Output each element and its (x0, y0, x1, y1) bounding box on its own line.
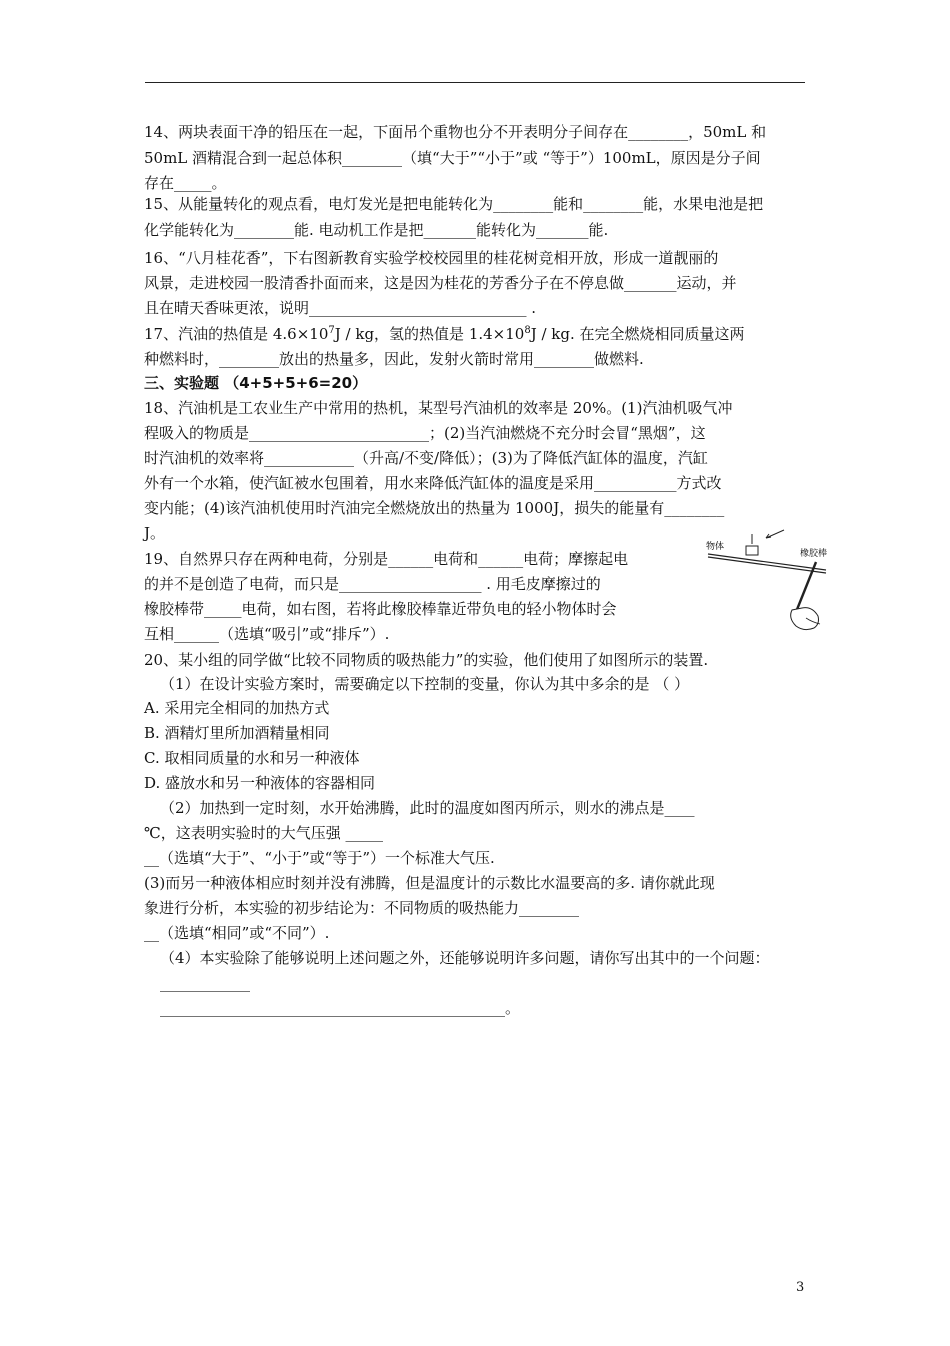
q14-line-1: 14、两块表面干净的铅压在一起，下面吊个重物也分不开表明分子间存在________，50mL 和 (144, 123, 767, 141)
hand-drawing (791, 608, 819, 630)
option-c: C. 取相同质量的水和另一种液体 (144, 749, 360, 767)
q19-line-1: 19、自然界只存在两种电荷，分别是______电荷和______电荷；摩擦起电 (144, 550, 629, 568)
q15-line-1: 15、从能量转化的观点看，电灯发光是把电能转化为________能和________能，水果电池是把 (144, 195, 764, 213)
header-rule (145, 82, 805, 83)
rubber-rod-figure (706, 526, 834, 636)
q20-line-1: 20、某小组的同学做“比较不同物质的吸热能力”的实验，他们使用了如图所示的装置. (144, 651, 709, 669)
q18-line-2: 程吸入的物质是________________________；(2)当汽油燃烧不充分时会冒“黑烟”，这 (144, 424, 706, 442)
q19-line-2: 的并不是创造了电荷，而只是___________________ . 用毛皮摩擦过的 (144, 575, 601, 593)
option-d: D. 盛放水和另一种液体的容器相同 (144, 774, 376, 792)
q17-line-2: 种燃料时，________放出的热量多，因此，发射火箭时常用________做燃料. (144, 350, 644, 368)
rod-diagram (706, 526, 834, 636)
q14-line-3: 存在_____。 (144, 174, 227, 192)
section-heading: 三、实验题 （4+5+5+6=20） (144, 374, 368, 392)
q20-part2-line-3: __（选填“大于”、“小于”或“等于”）一个标准大气压. (144, 849, 495, 867)
answer-blank-1: ____________ (160, 974, 250, 992)
q17-text-c: J / kg. 在完全燃烧相同质量这两 (530, 325, 745, 343)
q20-part3-line-1: (3)而另一种液体相应时刻并没有沸腾，但是温度计的示数比水温要高的多. 请你就此现 (144, 874, 715, 892)
hanging-rod (708, 557, 826, 573)
option-b: B. 酒精灯里所加酒精量相同 (144, 724, 330, 742)
q17-exponent-b: 8 (524, 325, 531, 336)
q20-part2-line-2: ℃，这表明实验时的大气压强 _____ (144, 824, 384, 842)
page-number: 3 (796, 1280, 805, 1295)
q17-text-b: J / kg，氢的热值是 1.4×10 (334, 325, 525, 343)
q14-line-2: 50mL 酒精混合到一起总体积________（填“大于”“小于”或 “等于”）100mL，原因是分子间 (144, 149, 761, 167)
q16-line-1: 16、“八月桂花香”，下右图新教育实验学校校园里的桂花树竞相开放，形成一道靓丽的 (144, 249, 719, 267)
q18-line-1: 18、汽油机是工农业生产中常用的热机，某型号汽油机的效率是 20%。(1)汽油机吸气冲 (144, 399, 733, 417)
q17-line-1 (144, 324, 745, 344)
answer-blank-2: ______________________________________________。 (160, 999, 521, 1017)
q19-line-3: 橡胶棒带_____电荷，如右图，若将此橡胶棒靠近带负电的轻小物体时会 (144, 600, 617, 618)
label-rubber-rod: 橡胶棒 (800, 549, 828, 559)
q20-part4-line-1: （4）本实验除了能够说明上述问题之外，还能够说明许多问题，请你写出其中的一个问题： (160, 949, 770, 967)
q20-part1: （1）在设计实验方案时，需要确定以下控制的变量，你认为其中多余的是 （ ） (160, 675, 690, 693)
q16-line-2: 风景，走进校园一股清香扑面而来，这是因为桂花的芳香分子在不停息做_______运动，并 (144, 274, 737, 292)
q20-part3-line-3: __（选填“相同”或“不同”）. (144, 924, 330, 942)
q17-exponent-a: 7 (328, 325, 335, 336)
q20-part3-line-2: 象进行分析，本实验的初步结论为：不同物质的吸热能力________ (144, 899, 580, 917)
q17-text-a: 17、汽油的热值是 4.6×10 (144, 325, 329, 343)
label-object: 物体 (706, 542, 725, 552)
q16-line-3: 且在晴天香味更浓，说明_____________________________ . (144, 299, 537, 317)
object-block (746, 546, 758, 555)
q20-part2-line-1: （2）加热到一定时刻，水开始沸腾，此时的温度如图丙所示，则水的沸点是____ (160, 799, 695, 817)
q18-line-3: 时汽油机的效率将____________（升高/不变/降低）；(3)为了降低汽缸体的温度，汽缸 (144, 449, 708, 467)
option-a: A. 采用完全相同的加热方式 (144, 699, 330, 717)
q15-line-2: 化学能转化为________能. 电动机工作是把_______能转化为_______能. (144, 221, 609, 239)
q18-line-5: 变内能；(4)该汽油机使用时汽油完全燃烧放出的热量为 1000J，损失的能量有________ (144, 499, 725, 517)
q18-line-4: 外有一个水箱，使汽缸被水包围着，用水来降低汽缸体的温度是采用___________方式改 (144, 474, 722, 492)
q18-line-6: J。 (144, 524, 166, 542)
q19-line-4: 互相______（选填“吸引”或“排斥”）. (144, 625, 390, 643)
